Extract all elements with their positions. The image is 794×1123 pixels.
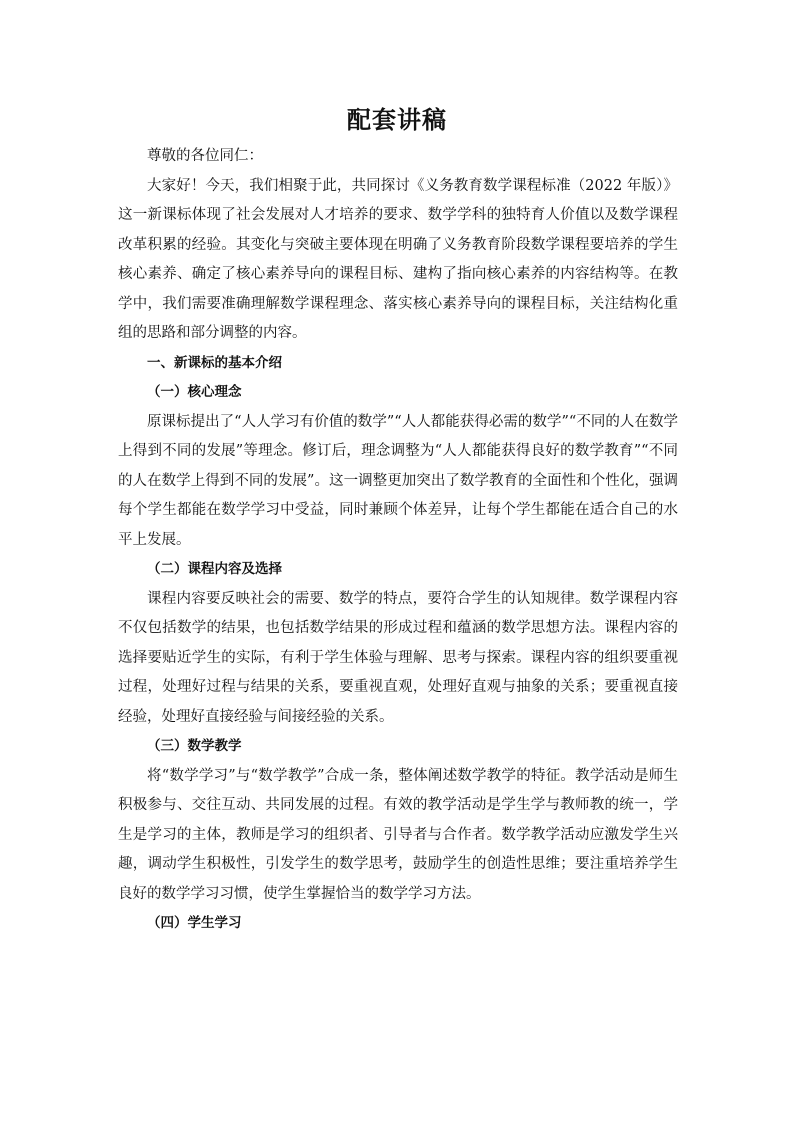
- subsection-heading-math-teaching: （三）数学教学: [147, 738, 242, 754]
- intro-paragraph: 大家好！今天，我们相聚于此，共同探讨《义务教育数学课程标准（2022 年版）》这一新课标体现了社会发展对人才培养的要求、数学学科的独特育人价值以及数学课程改革积累的经验。其变化与突破主要体现在明确了义务教育阶段数学课程要培养的学生核心素养、确定了核心素养导向的课程目标、建构了指向核心素养的内容结构等。在教学中，我们需要准确理解数学课程理念、落实核心素养导向的课程目标，关注结构化重组的思路和部分调整的内容。: [118, 177, 678, 341]
- subsection-heading-core-concept: （一）核心理念: [147, 384, 242, 400]
- document-title: 配套讲稿: [347, 105, 447, 134]
- document-body: [118, 142, 678, 939]
- section-heading-basic-intro: 一、新课标的基本介绍: [147, 354, 282, 371]
- core-concept-paragraph: 原课标提出了“人人学习有价值的数学”“人人都能获得必需的数学”“不同的人在数学上得到不同的发展”等理念。修订后，理念调整为“人人都能获得良好的数学教育”“不同的人在数学上得到不同的发展”。这一调整更加突出了数学教育的全面性和个性化，强调每个学生都能在数学学习中受益，同时兼顾个体差异，让每个学生都能在适合自己的水平上发展。: [118, 413, 678, 548]
- math-teaching-paragraph: 将“数学学习”与“数学教学”合成一条，整体阐述数学教学的特征。教学活动是师生积极参与、交往互动、共同发展的过程。有效的教学活动是学生学与教师教的统一，学生是学习的主体，教师是学习的组织者、引导者与合作者。数学教学活动应激发学生兴趣，调动学生积极性，引发学生的数学思考，鼓励学生的创造性思维；要注重培养学生良好的数学学习习惯，使学生掌握恰当的数学学习方法。: [118, 767, 678, 902]
- greeting-line: 尊敬的各位同仁：: [147, 148, 263, 164]
- course-content-paragraph: 课程内容要反映社会的需要、数学的特点，要符合学生的认知规律。数学课程内容不仅包括数学的结果，也包括数学结果的形成过程和蕴涵的数学思想方法。课程内容的选择要贴近学生的实际，有利于学生体验与理解、思考与探索。课程内容的组织要重视过程，处理好过程与结果的关系，要重视直观，处理好直观与抽象的关系；要重视直接经验，处理好直接经验与间接经验的关系。: [118, 590, 678, 725]
- subsection-heading-course-content: （二）课程内容及选择: [147, 561, 282, 577]
- subsection-heading-student-learning: （四）学生学习: [147, 915, 242, 931]
